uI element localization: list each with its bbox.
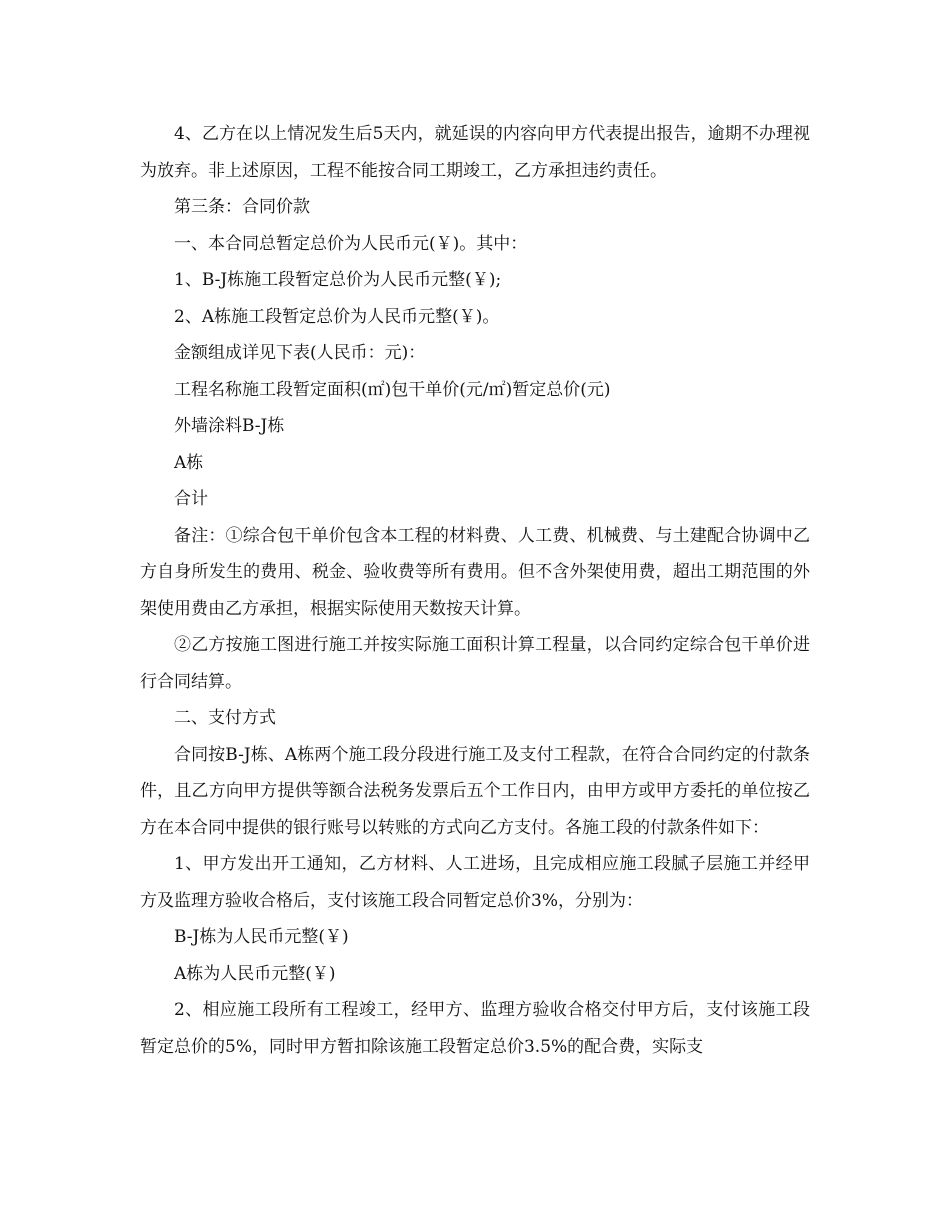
paragraph-bj-price: 1、B-J栋施工段暂定总价为人民币元整(￥);	[174, 270, 502, 290]
paragraph-payment-step-two: 2、相应施工段所有工程竣工，经甲方、监理方验收合格交付甲方后，支付该施工段暂定总价的5%，同时甲方暂扣除该施工段暂定总价3.5%的配合费，实际支	[140, 1000, 810, 1057]
paragraph-total-price: 一、本合同总暂定总价为人民币元(￥)。其中：	[174, 233, 528, 254]
heading-payment-method: 二、支付方式	[174, 708, 276, 728]
paragraph-payment-terms: 合同按B-J栋、A栋两个施工段分段进行施工及支付工程款，在符合合同约定的付款条件，且乙方向甲方提供等额合法税务发票后五个工作日内，由甲方或甲方委托的单位按乙方在本合同中提供的银行账号以转账的方式向乙方支付。各施工段的付款条件如下：	[140, 744, 810, 838]
document-body	[140, 116, 810, 1065]
paragraph-a-price: 2、A栋施工段暂定总价为人民币元整(￥)。	[174, 306, 500, 327]
paragraph-remark-two: ②乙方按施工图进行施工并按实际施工面积计算工程量，以合同约定综合包干单价进行合同结算。	[140, 635, 810, 692]
paragraph-delay-report: 4、乙方在以上情况发生后5天内，就延误的内容向甲方代表提出报告，逾期不办理视为放弃。非上述原因，工程不能按合同工期竣工，乙方承担违约责任。	[140, 124, 810, 181]
paragraph-amount-table-intro: 金额组成详见下表(人民币：元)：	[174, 343, 426, 363]
heading-article-three: 第三条：合同价款	[174, 197, 310, 217]
table-row-total: 合计	[174, 489, 208, 509]
table-header-line: 工程名称施工段暂定面积(㎡)包干单价(元/㎡)暂定总价(元)	[174, 379, 611, 400]
table-row-a: A栋	[174, 452, 204, 473]
paragraph-a-payment: A栋为人民币元整(￥)	[174, 963, 336, 984]
paragraph-bj-payment: B-J栋为人民币元整(￥)	[174, 927, 349, 947]
table-row-bj: 外墙涂料B-J栋	[174, 416, 285, 436]
paragraph-remark-one: 备注：①综合包干单价包含本工程的材料费、人工费、机械费、与土建配合协调中乙方自身所发生的费用、税金、验收费等所有费用。但不含外架使用费，超出工期范围的外架使用费由乙方承担，根据实际使用天数按天计算。	[140, 525, 810, 619]
paragraph-payment-step-one: 1、甲方发出开工通知，乙方材料、人工进场，且完成相应施工段腻子层施工并经甲方及监理方验收合格后，支付该施工段合同暂定总价3%，分别为：	[140, 854, 810, 911]
